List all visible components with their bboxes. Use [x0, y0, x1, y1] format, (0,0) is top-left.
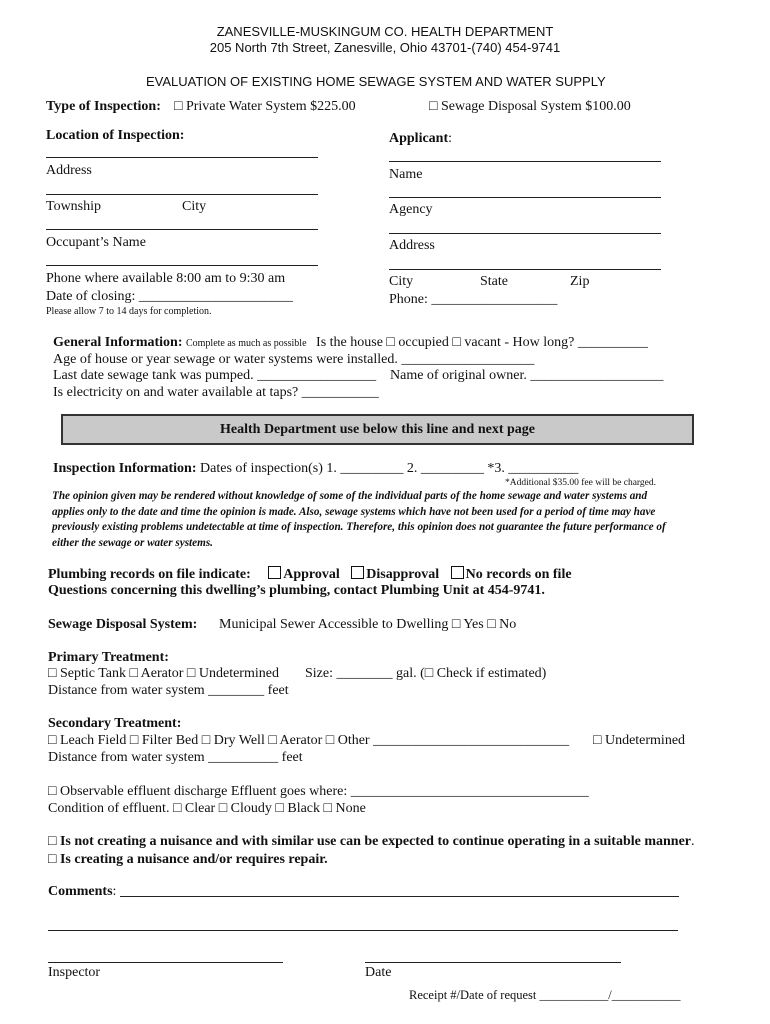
- department-address: 205 North 7th Street, Zanesville, Ohio 43701-(740) 454-9741: [209, 40, 561, 55]
- allow-days-note: Please allow 7 to 14 days for completion.: [46, 306, 212, 317]
- effluent-condition[interactable]: Condition of effluent. □ Clear □ Cloudy □ Black □ None: [48, 801, 366, 816]
- health-dept-banner: Health Department use below this line and next page: [61, 414, 694, 445]
- date-signature-line[interactable]: [365, 962, 621, 963]
- form-title: EVALUATION OF EXISTING HOME SEWAGE SYSTEM AND WATER SUPPLY: [146, 74, 606, 89]
- applicant-heading: [389, 131, 452, 147]
- inspector-label: Inspector: [48, 965, 101, 980]
- city-label: City: [182, 199, 207, 214]
- secondary-treatment-options[interactable]: □ Leach Field □ Filter Bed □ Dry Well □ Aerator □ Other ____________________________: [48, 733, 570, 748]
- applicant-name-label: Name: [389, 167, 423, 182]
- no-records-label: No records on file: [465, 567, 572, 582]
- type-of-inspection-label: Type of Inspection:: [46, 99, 161, 114]
- approval-checkbox[interactable]: [268, 566, 281, 579]
- applicant-address-label: Address: [389, 238, 435, 253]
- secondary-undetermined[interactable]: □ Undetermined: [593, 733, 686, 748]
- address-line[interactable]: [46, 157, 318, 158]
- comments-line-2[interactable]: [48, 930, 678, 931]
- primary-size[interactable]: Size: ________ gal. (□ Check if estimated): [305, 666, 547, 681]
- applicant-zip-label: Zip: [570, 274, 590, 289]
- applicant-state-label: State: [480, 274, 508, 289]
- comments-label: Comments: [48, 884, 113, 899]
- applicant-phone[interactable]: Phone: __________________: [389, 292, 558, 307]
- secondary-distance[interactable]: Distance from water system __________ feet: [48, 750, 303, 765]
- nuisance-option[interactable]: □ Is creating a nuisance and/or requires repair.: [48, 852, 328, 867]
- phone-line[interactable]: [46, 265, 318, 266]
- department-name: ZANESVILLE-MUSKINGUM CO. HEALTH DEPARTMENT: [216, 24, 554, 39]
- secondary-treatment-label: Secondary Treatment:: [48, 716, 182, 731]
- general-info-row: [53, 335, 648, 351]
- applicant-agency-line[interactable]: [389, 197, 661, 198]
- approval-label: Approval: [283, 567, 340, 582]
- age-of-house[interactable]: Age of house or year sewage or water systems were installed. ___________________: [53, 352, 535, 367]
- private-water-system-option[interactable]: □ Private Water System $225.00: [174, 99, 356, 114]
- plumbing-row: [48, 566, 572, 583]
- applicant-label: Applicant: [389, 131, 449, 146]
- no-records-checkbox[interactable]: [451, 566, 464, 579]
- general-info-label: General Information:: [53, 335, 183, 350]
- primary-treatment-label: Primary Treatment:: [48, 650, 169, 665]
- applicant-address-line[interactable]: [389, 233, 661, 234]
- applicant-city-label: City: [389, 274, 414, 289]
- additional-fee-note: *Additional $35.00 fee will be charged.: [505, 478, 656, 488]
- occupant-label: Occupant’s Name: [46, 235, 146, 250]
- disclaimer: The opinion given may be rendered without knowledge of some of the individual parts of the home sewage and water systems and applies only to the date and time the opinion is made. Also, sewage systems which have not been used for a period of time may have previously existing problems undetectable at time of inspection. Therefore, this opinion does not guarantee the future performance of either the sewage or water systems.: [52, 490, 666, 549]
- date-of-closing[interactable]: Date of closing: ______________________: [46, 289, 293, 304]
- applicant-name-line[interactable]: [389, 161, 661, 162]
- applicant-agency-label: Agency: [389, 202, 433, 217]
- approval-option[interactable]: [268, 567, 340, 582]
- primary-distance[interactable]: Distance from water system ________ feet: [48, 683, 289, 698]
- electricity-question[interactable]: Is electricity on and water available at taps? ___________: [53, 385, 379, 400]
- occupant-line[interactable]: [46, 229, 318, 230]
- plumbing-label: Plumbing records on file indicate:: [48, 567, 251, 582]
- sewage-disposal-system-option[interactable]: □ Sewage Disposal System $100.00: [429, 99, 631, 114]
- location-heading: Location of Inspection:: [46, 128, 185, 143]
- township-label: Township: [46, 199, 102, 214]
- comments-label-row: [48, 884, 116, 900]
- not-nuisance-period: .: [691, 834, 695, 849]
- original-owner[interactable]: Name of original owner. ___________________: [390, 368, 664, 383]
- general-info-note: Complete as much as possible: [185, 338, 307, 349]
- sewage-disposal-label: Sewage Disposal System:: [48, 617, 198, 632]
- plumbing-contact: Questions concerning this dwelling’s plumbing, contact Plumbing Unit at 454-9741.: [48, 583, 545, 598]
- township-line[interactable]: [46, 194, 318, 195]
- inspection-dates[interactable]: Dates of inspection(s) 1. _________ 2. _________ *3. __________: [200, 461, 579, 476]
- comments-colon: :: [112, 884, 117, 899]
- effluent-discharge[interactable]: □ Observable effluent discharge Effluent goes where: __________________________________: [48, 784, 589, 799]
- no-records-option[interactable]: [451, 567, 572, 582]
- not-nuisance-row[interactable]: [48, 834, 695, 850]
- not-nuisance-option[interactable]: □ Is not creating a nuisance and with similar use can be expected to continue operating in a suitable manner: [48, 834, 692, 849]
- disapproval-label: Disapproval: [366, 567, 440, 582]
- primary-treatment-options[interactable]: □ Septic Tank □ Aerator □ Undetermined: [48, 666, 279, 681]
- phone-label: Phone where available 8:00 am to 9:30 am: [46, 271, 286, 286]
- applicant-colon: :: [448, 131, 453, 146]
- date-label: Date: [365, 965, 392, 980]
- last-pumped[interactable]: Last date sewage tank was pumped. _________________: [53, 368, 377, 383]
- disapproval-checkbox[interactable]: [351, 566, 364, 579]
- municipal-sewer-question[interactable]: Municipal Sewer Accessible to Dwelling □ Yes □ No: [219, 617, 517, 632]
- inspection-info-label: Inspection Information:: [53, 461, 197, 476]
- disapproval-option[interactable]: [351, 567, 439, 582]
- comments-line-1[interactable]: [120, 896, 679, 897]
- receipt-date-of-request[interactable]: Receipt #/Date of request ___________/___________: [409, 988, 681, 1002]
- inspection-info-row: [53, 461, 578, 477]
- house-status-question[interactable]: Is the house □ occupied □ vacant - How long? __________: [316, 335, 648, 350]
- address-label: Address: [46, 163, 92, 178]
- applicant-city-line[interactable]: [389, 269, 661, 270]
- inspector-signature-line[interactable]: [48, 962, 283, 963]
